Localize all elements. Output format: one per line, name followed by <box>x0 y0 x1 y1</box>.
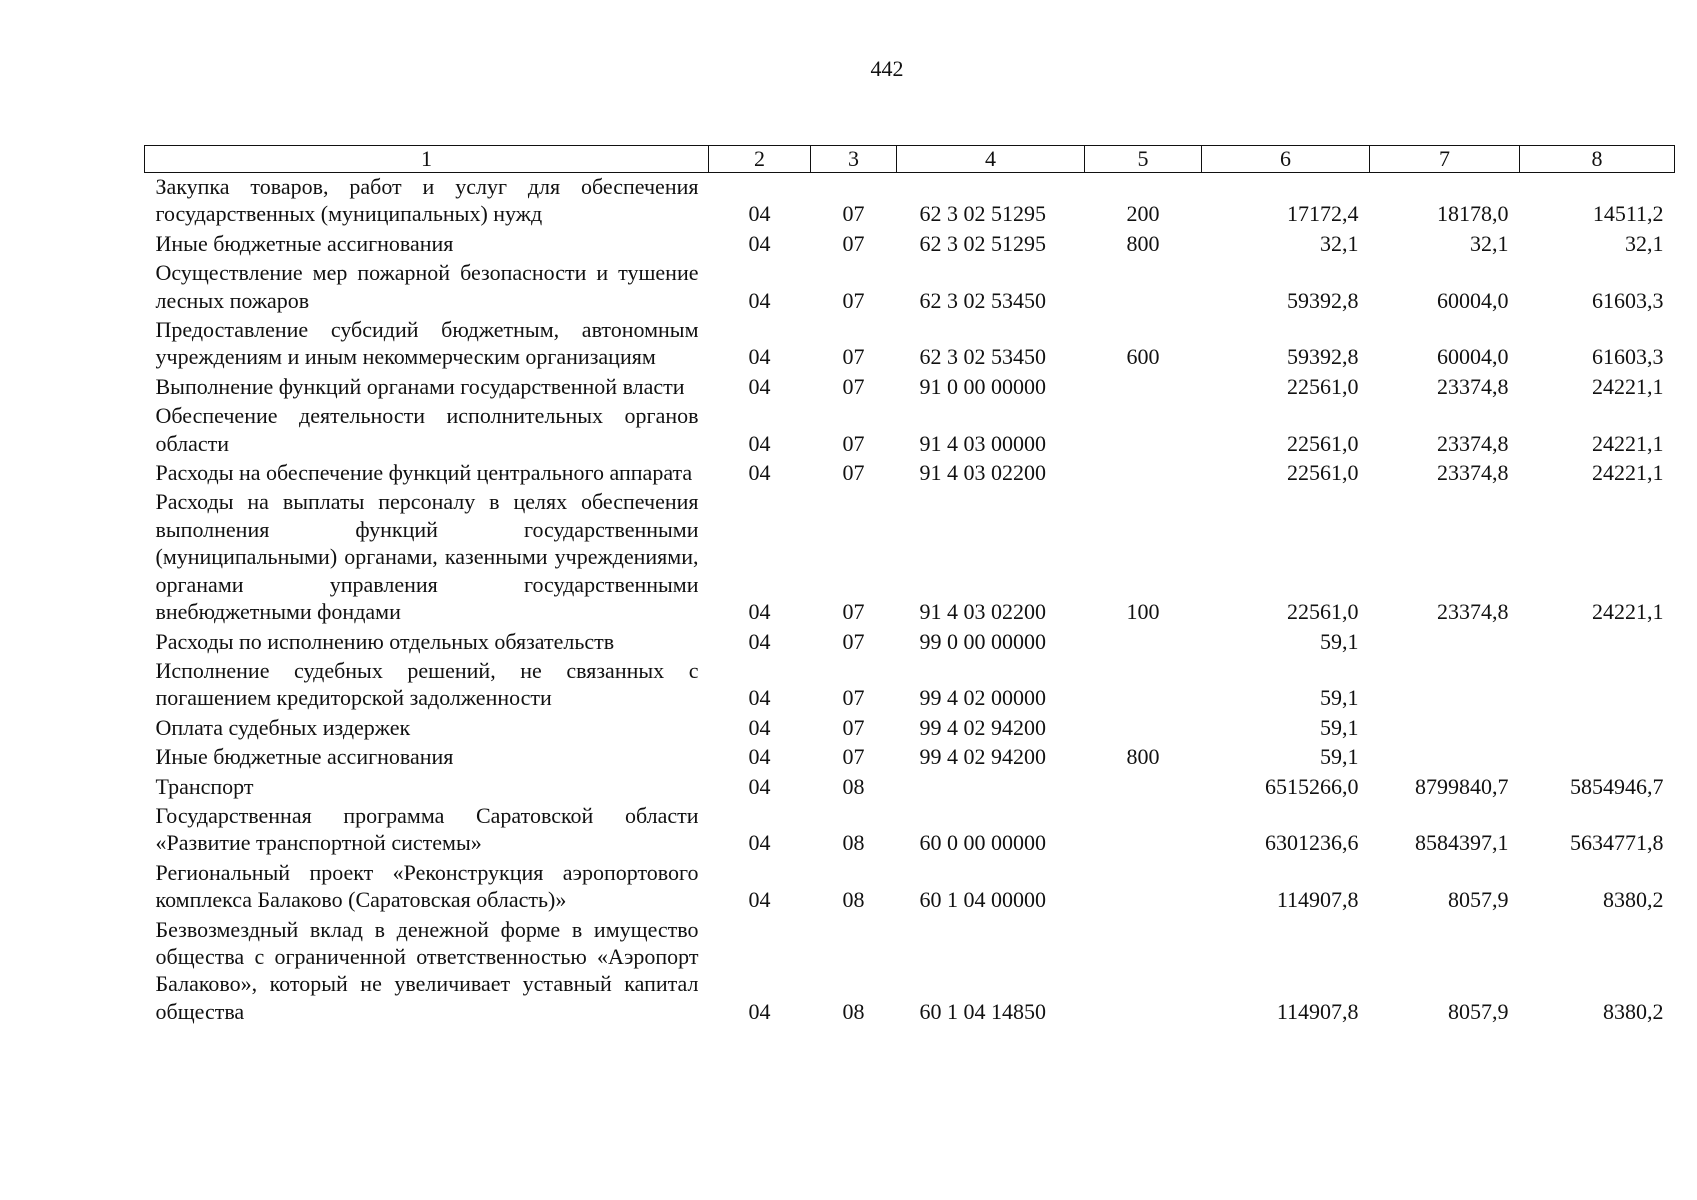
row-amount-col7 <box>1370 628 1520 657</box>
table-row <box>145 173 1675 230</box>
row-expense-type <box>1085 402 1202 459</box>
row-expense-type <box>1085 916 1202 1028</box>
row-subsection: 07 <box>842 230 865 256</box>
row-subsection: 07 <box>842 287 865 313</box>
row-amount-col6: 6301236,6 <box>1265 830 1359 856</box>
row-amount-col7: 8057,9 <box>1448 998 1509 1024</box>
table-row <box>145 230 1675 259</box>
table-row <box>145 743 1675 772</box>
row-amount-col7: 23374,8 <box>1437 599 1509 625</box>
row-target-code: 62 3 02 53450 <box>919 287 1046 313</box>
row-name: Безвозмездный вклад в денежной форме в имущество общества с ограниченной ответственностью «Аэропорт Балаково», который не увеличивает уставный капитал общества <box>155 916 699 1024</box>
row-name: Выполнение функций органами государственной власти <box>155 373 685 399</box>
row-amount-col8: 5634771,8 <box>1570 830 1664 856</box>
row-amount-col6: 59,1 <box>1320 744 1359 770</box>
row-name: Расходы на обеспечение функций центрального аппарата <box>155 460 693 486</box>
row-subsection: 08 <box>842 887 865 913</box>
row-amount-col7: 23374,8 <box>1437 373 1509 399</box>
row-target-code: 62 3 02 51295 <box>919 230 1046 256</box>
row-amount-col6: 22561,0 <box>1287 599 1359 625</box>
table-row <box>145 859 1675 916</box>
row-subsection: 07 <box>842 430 865 456</box>
row-amount-col7: 60004,0 <box>1437 287 1509 313</box>
table-row <box>145 714 1675 743</box>
row-amount-col8: 24221,1 <box>1592 373 1664 399</box>
row-amount-col8: 24221,1 <box>1592 599 1664 625</box>
row-subsection: 07 <box>842 201 865 227</box>
row-target-code: 91 4 03 02200 <box>919 599 1046 625</box>
row-section: 04 <box>748 287 771 313</box>
row-section: 04 <box>748 201 771 227</box>
table-row <box>145 402 1675 459</box>
row-amount-col8 <box>1520 743 1675 772</box>
row-amount-col8: 24221,1 <box>1592 460 1664 486</box>
header-col-7: 7 <box>1370 146 1520 173</box>
row-target-code: 99 4 02 94200 <box>919 744 1046 770</box>
table-row <box>145 628 1675 657</box>
row-expense-type <box>1085 714 1202 743</box>
row-name: Оплата судебных издержек <box>155 714 411 740</box>
table-row <box>145 259 1675 316</box>
row-amount-col8: 24221,1 <box>1592 430 1664 456</box>
row-target-code: 99 0 00 00000 <box>919 628 1046 654</box>
row-amount-col6: 22561,0 <box>1287 373 1359 399</box>
row-target-code: 60 1 04 00000 <box>919 887 1046 913</box>
table-row <box>145 773 1675 802</box>
row-amount-col6: 22561,0 <box>1287 430 1359 456</box>
row-target-code <box>897 773 1085 802</box>
row-subsection: 08 <box>842 830 865 856</box>
row-target-code: 99 4 02 00000 <box>919 685 1046 711</box>
row-target-code: 91 4 03 00000 <box>919 430 1046 456</box>
row-amount-col6: 59,1 <box>1320 628 1359 654</box>
row-name: Иные бюджетные ассигнования <box>155 230 454 256</box>
row-subsection: 07 <box>842 373 865 399</box>
row-target-code: 99 4 02 94200 <box>919 714 1046 740</box>
row-name: Обеспечение деятельности исполнительных органов области <box>155 403 699 456</box>
row-amount-col6: 59,1 <box>1320 685 1359 711</box>
header-col-3: 3 <box>811 146 897 173</box>
row-amount-col7: 23374,8 <box>1437 460 1509 486</box>
row-amount-col8: 8380,2 <box>1603 998 1664 1024</box>
table-row <box>145 916 1675 1028</box>
row-target-code: 62 3 02 53450 <box>919 344 1046 370</box>
table-row <box>145 459 1675 488</box>
row-amount-col8: 8380,2 <box>1603 887 1664 913</box>
row-amount-col6: 114907,8 <box>1276 998 1359 1024</box>
row-expense-type: 100 <box>1126 599 1160 625</box>
row-amount-col7: 8584397,1 <box>1415 830 1509 856</box>
row-amount-col7 <box>1370 743 1520 772</box>
row-amount-col7 <box>1370 657 1520 714</box>
header-col-1: 1 <box>145 146 709 173</box>
row-section: 04 <box>748 628 771 654</box>
row-expense-type <box>1085 628 1202 657</box>
row-amount-col7: 8057,9 <box>1448 887 1509 913</box>
row-subsection: 07 <box>842 460 865 486</box>
row-expense-type: 800 <box>1126 230 1160 256</box>
row-subsection: 07 <box>842 714 865 740</box>
row-amount-col6: 17172,4 <box>1287 201 1359 227</box>
row-amount-col8: 14511,2 <box>1592 201 1664 227</box>
row-subsection: 07 <box>842 685 865 711</box>
row-section: 04 <box>748 998 771 1024</box>
row-amount-col6: 114907,8 <box>1276 887 1359 913</box>
row-expense-type <box>1085 773 1202 802</box>
row-amount-col8 <box>1520 657 1675 714</box>
header-col-8: 8 <box>1520 146 1675 173</box>
row-amount-col6: 59392,8 <box>1287 344 1359 370</box>
row-section: 04 <box>748 744 771 770</box>
row-target-code: 62 3 02 51295 <box>919 201 1046 227</box>
row-amount-col6: 32,1 <box>1320 230 1359 256</box>
row-amount-col7 <box>1370 714 1520 743</box>
row-section: 04 <box>748 460 771 486</box>
row-expense-type: 800 <box>1126 744 1160 770</box>
row-amount-col8: 5854946,7 <box>1570 773 1664 799</box>
row-expense-type: 600 <box>1126 344 1160 370</box>
row-section: 04 <box>748 373 771 399</box>
row-expense-type <box>1085 373 1202 402</box>
row-target-code: 91 4 03 02200 <box>919 460 1046 486</box>
row-section: 04 <box>748 430 771 456</box>
row-name: Предоставление субсидий бюджетным, автономным учреждениям и иным некоммерческим организациям <box>155 317 699 370</box>
page-number: 442 <box>870 56 904 81</box>
table-body <box>145 173 1675 1028</box>
header-col-6: 6 <box>1202 146 1370 173</box>
table-row <box>145 316 1675 373</box>
row-subsection: 07 <box>842 628 865 654</box>
row-amount-col6: 59392,8 <box>1287 287 1359 313</box>
row-amount-col6: 6515266,0 <box>1265 773 1359 799</box>
row-subsection: 07 <box>842 599 865 625</box>
row-subsection: 07 <box>842 744 865 770</box>
row-expense-type <box>1085 802 1202 859</box>
row-target-code: 60 1 04 14850 <box>919 998 1046 1024</box>
row-amount-col7: 23374,8 <box>1437 430 1509 456</box>
header-col-5: 5 <box>1085 146 1202 173</box>
row-name: Осуществление мер пожарной безопасности и тушение лесных пожаров <box>155 260 699 313</box>
row-section: 04 <box>748 714 771 740</box>
row-amount-col8: 32,1 <box>1625 230 1664 256</box>
row-amount-col8: 61603,3 <box>1592 287 1664 313</box>
row-amount-col7: 60004,0 <box>1437 344 1509 370</box>
row-name: Иные бюджетные ассигнования <box>155 744 454 770</box>
table-row <box>145 488 1675 627</box>
row-section: 04 <box>748 230 771 256</box>
row-amount-col8: 61603,3 <box>1592 344 1664 370</box>
row-subsection: 07 <box>842 344 865 370</box>
row-section: 04 <box>748 344 771 370</box>
row-amount-col6: 59,1 <box>1320 714 1359 740</box>
row-section: 04 <box>748 887 771 913</box>
row-name: Региональный проект «Реконструкция аэропортового комплекса Балаково (Саратовская область)» <box>155 859 699 913</box>
row-subsection: 08 <box>842 773 865 799</box>
row-name: Расходы на выплаты персоналу в целях обеспечения выполнения функций государственными (муниципальными) органами, казенными учреждениями, органами управления государственными внебюджетными фондами <box>155 489 699 625</box>
row-target-code: 60 0 00 00000 <box>919 830 1046 856</box>
row-name: Исполнение судебных решений, не связанных с погашением кредиторской задолженности <box>155 657 699 711</box>
row-section: 04 <box>748 685 771 711</box>
table-row <box>145 802 1675 859</box>
row-amount-col6: 22561,0 <box>1287 460 1359 486</box>
row-name: Расходы по исполнению отдельных обязательств <box>155 628 615 654</box>
table-header <box>145 146 1675 173</box>
row-section: 04 <box>748 830 771 856</box>
header-col-4: 4 <box>897 146 1085 173</box>
row-expense-type <box>1085 859 1202 916</box>
row-amount-col7: 18178,0 <box>1437 201 1509 227</box>
row-amount-col7: 32,1 <box>1470 230 1509 256</box>
row-name: Закупка товаров, работ и услуг для обеспечения государственных (муниципальных) нужд <box>155 174 699 227</box>
row-section: 04 <box>748 599 771 625</box>
row-subsection: 08 <box>842 998 865 1024</box>
row-expense-type <box>1085 259 1202 316</box>
row-name: Государственная программа Саратовской области «Развитие транспортной системы» <box>155 802 699 856</box>
row-target-code: 91 0 00 00000 <box>919 373 1046 399</box>
row-name: Транспорт <box>155 773 254 799</box>
table-row <box>145 657 1675 714</box>
header-col-2: 2 <box>709 146 811 173</box>
row-expense-type <box>1085 459 1202 488</box>
row-section: 04 <box>748 773 771 799</box>
row-expense-type <box>1085 657 1202 714</box>
table-row <box>145 373 1675 402</box>
row-amount-col8 <box>1520 714 1675 743</box>
row-expense-type: 200 <box>1126 201 1160 227</box>
row-amount-col8 <box>1520 628 1675 657</box>
row-amount-col7: 8799840,7 <box>1415 773 1509 799</box>
budget-table <box>144 145 1675 1027</box>
